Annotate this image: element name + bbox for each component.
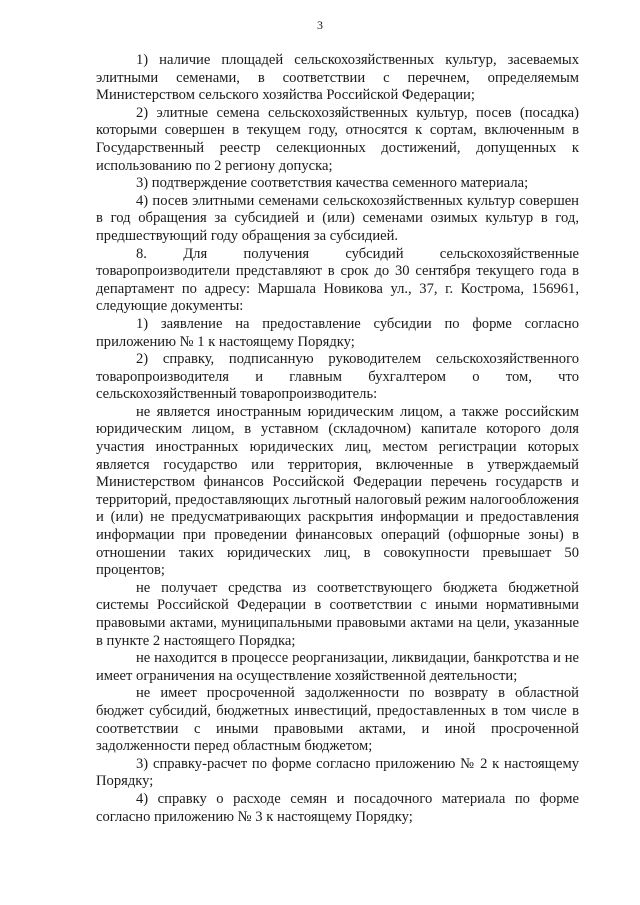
paragraph: 8. Для получения субсидий сельскохозяйственные товаропроизводители представляют в срок до 30 сентября текущего года в департамент по адресу: Маршала Новикова ул., 37, г. Кострома, 156961, следующие документы: [96,245,579,315]
document-body [96,52,579,826]
paragraph: не получает средства из соответствующего бюджета бюджетной системы Российской Федерации в соответствии с иными нормативными правовыми актами, муниципальными правовыми актами на цели, указанные в пункте 2 настоящего Порядка; [96,579,579,649]
paragraph: 1) заявление на предоставление субсидии по форме согласно приложению № 1 к настоящему Порядку; [96,315,579,350]
paragraph: 3) справку-расчет по форме согласно приложению № 2 к настоящему Порядку; [96,755,579,790]
page-number: 3 [317,18,323,32]
paragraph: не является иностранным юридическим лицом, а также российским юридическим лицом, в уставном (складочном) капитале которого доля участия иностранных юридических лиц, местом регистрации которых является государство или территория, включенные в утверждаемый Министерством финансов Российской Федерации перечень государств и территорий, предоставляющих льготный налоговый режим налогообложения и (или) не предусматривающих раскрытия информации и предоставления информации при проведении финансовых операций (офшорные зоны) в отношении таких юридических лиц, в совокупности превышает 50 процентов; [96,403,579,579]
paragraph: 4) справку о расходе семян и посадочного материала по форме согласно приложению № 3 к настоящему Порядку; [96,790,579,825]
paragraph: не имеет просроченной задолженности по возврату в областной бюджет субсидий, бюджетных инвестиций, предоставленных в том числе в соответствии с иными правовыми актами, и иной просроченной задолженности перед областным бюджетом; [96,685,579,755]
paragraph: 2) справку, подписанную руководителем сельскохозяйственного товаропроизводителя и главным бухгалтером о том, что сельскохозяйственный товаропроизводитель: [96,351,579,403]
paragraph: 3) подтверждение соответствия качества семенного материала; [136,175,529,192]
paragraph: 1) наличие площадей сельскохозяйственных культур, засеваемых элитными семенами, в соответствии с перечнем, определяемым Министерством сельского хозяйства Российской Федерации; [96,52,579,104]
paragraph: не находится в процессе реорганизации, ликвидации, банкротства и не имеет ограничения на осуществление хозяйственной деятельности; [96,650,579,684]
paragraph: 2) элитные семена сельскохозяйственных культур, посев (посадка) которыми совершен в текущем году, относятся к сортам, включенным в Государственный реестр селекционных достижений, допущенных к использованию по 2 региону допуска; [96,104,579,174]
paragraph: 4) посев элитными семенами сельскохозяйственных культур совершен в год обращения за субсидией и (или) семенами озимых культур в год, предшествующий году обращения за субсидией. [96,192,579,244]
